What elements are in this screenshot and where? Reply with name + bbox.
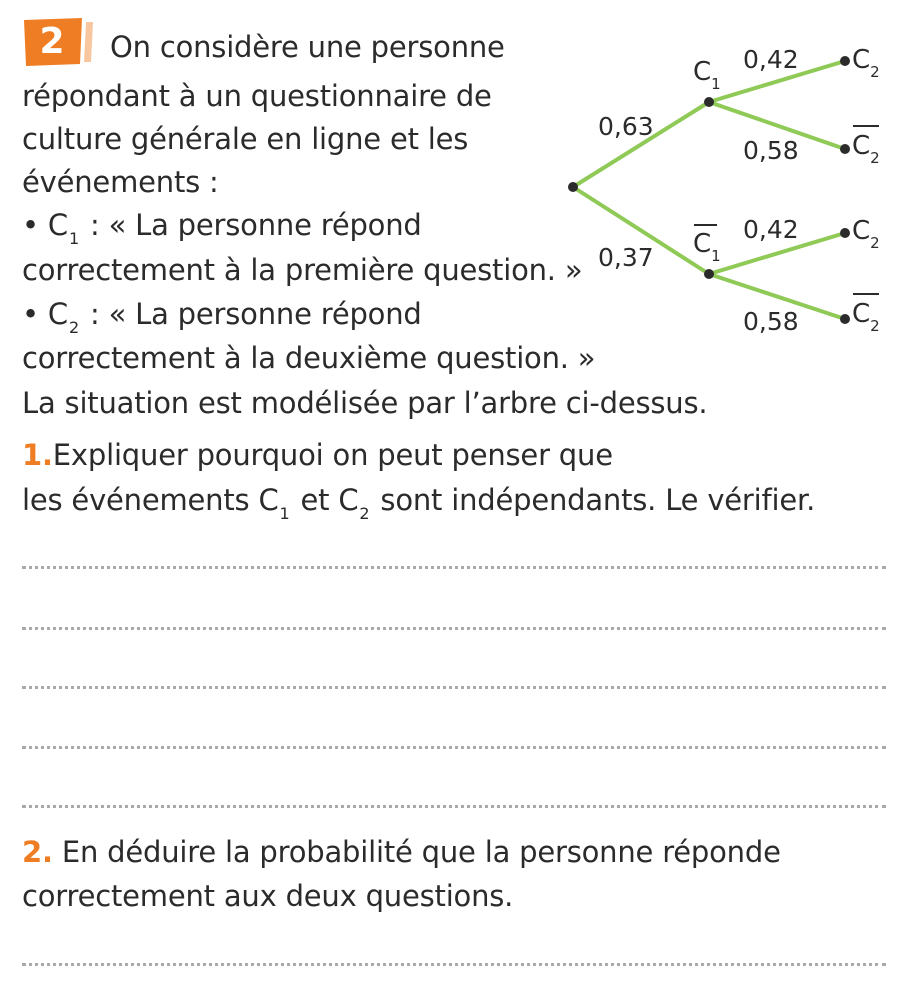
prob-c2bar-given-c1bar: 0,58 [743, 307, 799, 336]
event-c2-definition: • $C_2$ : « La personne répond [22, 297, 422, 337]
model-sentence: La situation est modélisée par l’arbre ci-dessus. [22, 386, 708, 420]
prob-c1: 0,63 [598, 112, 654, 141]
label-c1bar [693, 225, 721, 265]
node-c1bar [704, 269, 714, 279]
intro-line-3: culture générale en ligne et les [22, 122, 469, 156]
prob-c2-given-c1bar: 0,42 [743, 215, 799, 244]
question-1-line-1: 1.Expliquer pourquoi on peut penser que [22, 438, 613, 472]
label-c1: $C_1$ [693, 57, 721, 93]
question-1-number: 1. [22, 438, 53, 472]
leaf-label-c2-top: $C_2$ [852, 45, 880, 81]
svg-text:C2: $C_2$ [852, 299, 880, 335]
prob-c1bar: 0,37 [598, 243, 654, 272]
answer-line-1[interactable] [22, 566, 886, 569]
prob-c2bar-given-c1: 0,58 [743, 136, 799, 165]
intro-line-1: On considère une personne [110, 30, 505, 64]
svg-text:C2: $C_2$ [852, 131, 880, 167]
answer-line-4[interactable] [22, 746, 886, 749]
node-c1 [704, 97, 714, 107]
answer-line-6[interactable] [22, 963, 886, 966]
question-2-line-2: correctement aux deux questions. [22, 879, 514, 913]
exercise-number: 2 [39, 21, 65, 62]
tree-nodes [568, 56, 850, 324]
question-2-line-1: 2. En déduire la probabilité que la personne réponde [22, 835, 781, 869]
leaf-c1-c2 [840, 56, 850, 66]
question-2-number: 2. [22, 835, 53, 869]
answer-line-5[interactable] [22, 805, 886, 808]
leaf-c1-c2bar [840, 144, 850, 154]
answer-line-2[interactable] [22, 627, 886, 630]
node-root [568, 182, 578, 192]
event-c2-definition-cont: correctement à la deuxième question. » [22, 341, 596, 375]
event-c1-definition-cont: correctement à la première question. » [22, 253, 583, 287]
probability-tree [560, 20, 890, 340]
leaf-c1bar-c2bar [840, 314, 850, 324]
intro-line-2: répondant à un questionnaire de [22, 79, 492, 113]
intro-line-4: événements : [22, 165, 219, 199]
leaf-label-c2bar-top [852, 126, 880, 167]
leaf-c1bar-c2 [840, 228, 850, 238]
question-1-line-2: les événements $C_1$ et $C_2$ sont indépendants. Le vérifier. [22, 483, 816, 523]
event-c1-definition: • $C_1$ : « La personne répond [22, 208, 422, 248]
svg-text:C1: $C_1$ [693, 229, 721, 265]
leaf-label-c2-bottom: $C_2$ [852, 216, 880, 252]
leaf-label-c2bar-bottom [852, 294, 880, 335]
answer-line-3[interactable] [22, 686, 886, 689]
exercise-number-badge [24, 18, 94, 66]
prob-c2-given-c1: 0,42 [743, 45, 799, 74]
